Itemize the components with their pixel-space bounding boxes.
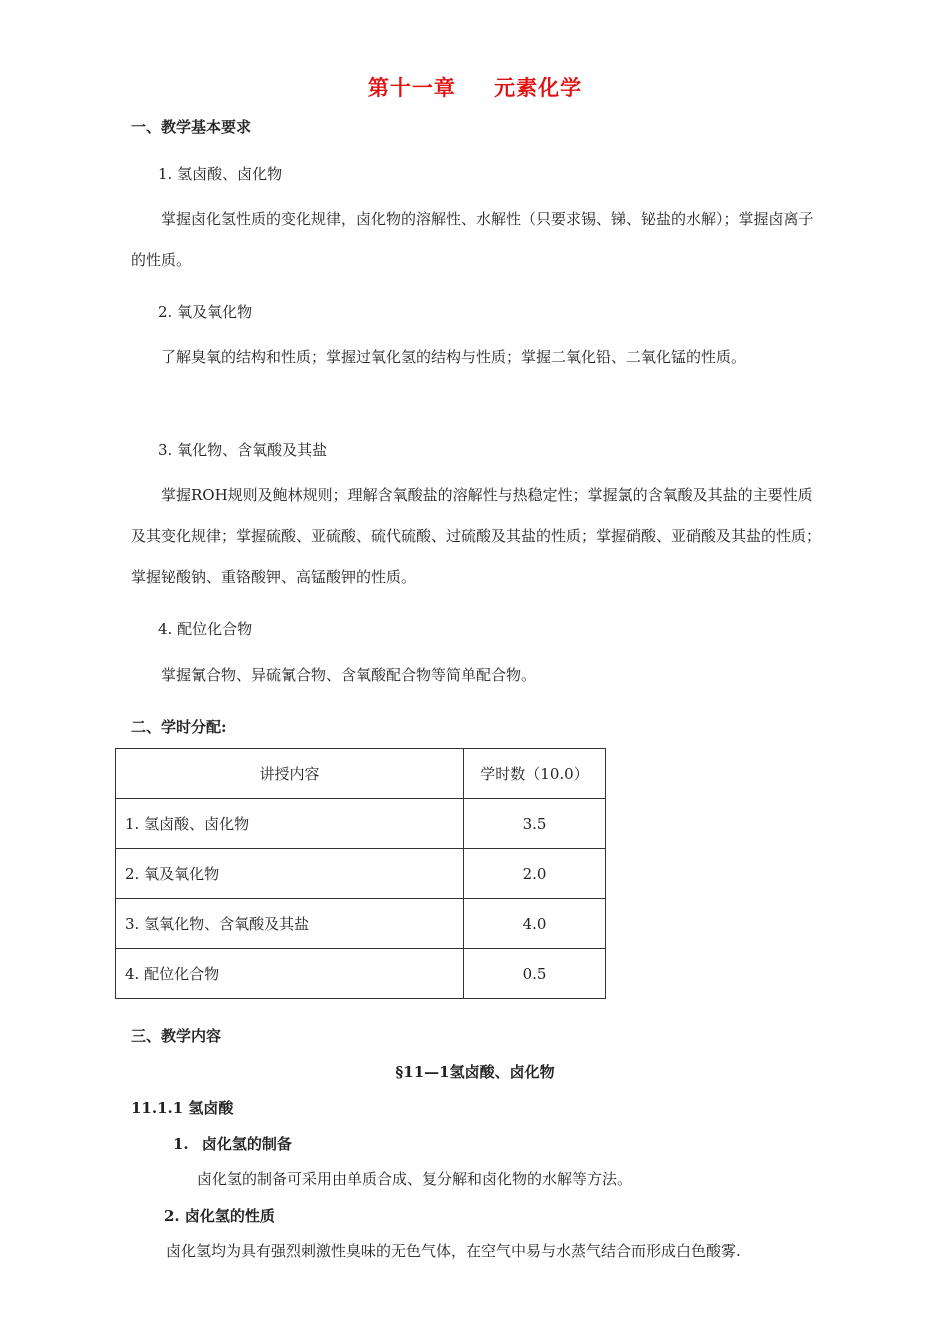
table-row [116, 899, 606, 949]
subsection-title [0, 1061, 950, 1082]
point-text: 卤化氢的制备可采用由单质合成、复分解和卤化物的水解等方法。 [197, 1170, 633, 1188]
section-heading-content: 三、教学内容 [131, 1027, 222, 1045]
table-cell: 1. 氢卤酸、卤化物 [116, 799, 464, 849]
point-heading: 1. 卤化氢的制备 [173, 1135, 292, 1153]
requirement-text: 掌握氰合物、异硫氰合物、含氧酸配合物等简单配合物。 [161, 666, 537, 684]
point-text: 卤化氢均为具有强烈刺激性臭味的无色气体，在空气中易与水蒸气结合而形成白色酸雾. [166, 1242, 741, 1260]
table-header-cell: 学时数（10.0） [464, 749, 606, 799]
table-cell: 2.0 [464, 849, 606, 899]
table-header-cell: 讲授内容 [116, 749, 464, 799]
requirement-text: 掌握ROH规则及鲍林规则；理解含氧酸盐的溶解性与热稳定性；掌握氯的含氧酸及其盐的主要性质及其变化规律；掌握硫酸、亚硫酸、硫代硫酸、过硫酸及其盐的性质；掌握硝酸、亚硝酸及其盐的性质；掌握铋酸钠、重铬酸钾、高锰酸钾的性质。 [131, 486, 822, 586]
section-heading-hours: 二、学时分配: [131, 718, 227, 736]
subsection-title-text: §11—1氢卤酸、卤化物 [395, 1063, 555, 1081]
table-cell: 3.5 [464, 799, 606, 849]
section-heading-requirements: 一、教学基本要求 [131, 118, 252, 136]
requirement-label: 4. 配位化合物 [158, 620, 253, 638]
table-cell: 3. 氢氧化物、含氧酸及其盐 [116, 899, 464, 949]
requirement-text: 掌握卤化氢性质的变化规律，卤化物的溶解性、水解性（只要求锡、锑、铋盐的水解）；掌握卤离子的性质。 [131, 210, 814, 269]
table-header-row [116, 749, 606, 799]
sub-heading: 11.1.1 氢卤酸 [131, 1099, 234, 1117]
table-row [116, 799, 606, 849]
table-row [116, 949, 606, 999]
table-cell: 4. 配位化合物 [116, 949, 464, 999]
requirement-label: 1. 氢卤酸、卤化物 [158, 165, 283, 183]
requirement-text: 了解臭氧的结构和性质；掌握过氧化氢的结构与性质；掌握二氧化铅、二氧化锰的性质。 [161, 348, 747, 366]
table-row [116, 849, 606, 899]
point-heading: 2. 卤化氢的性质 [164, 1207, 275, 1225]
table-cell: 4.0 [464, 899, 606, 949]
requirement-label: 3. 氧化物、含氧酸及其盐 [158, 441, 328, 459]
requirement-label: 2. 氧及氧化物 [158, 303, 253, 321]
hours-table [115, 748, 606, 999]
table-cell: 2. 氧及氧化物 [116, 849, 464, 899]
table-cell: 0.5 [464, 949, 606, 999]
page-title: 第十一章 元素化学 [367, 75, 583, 100]
